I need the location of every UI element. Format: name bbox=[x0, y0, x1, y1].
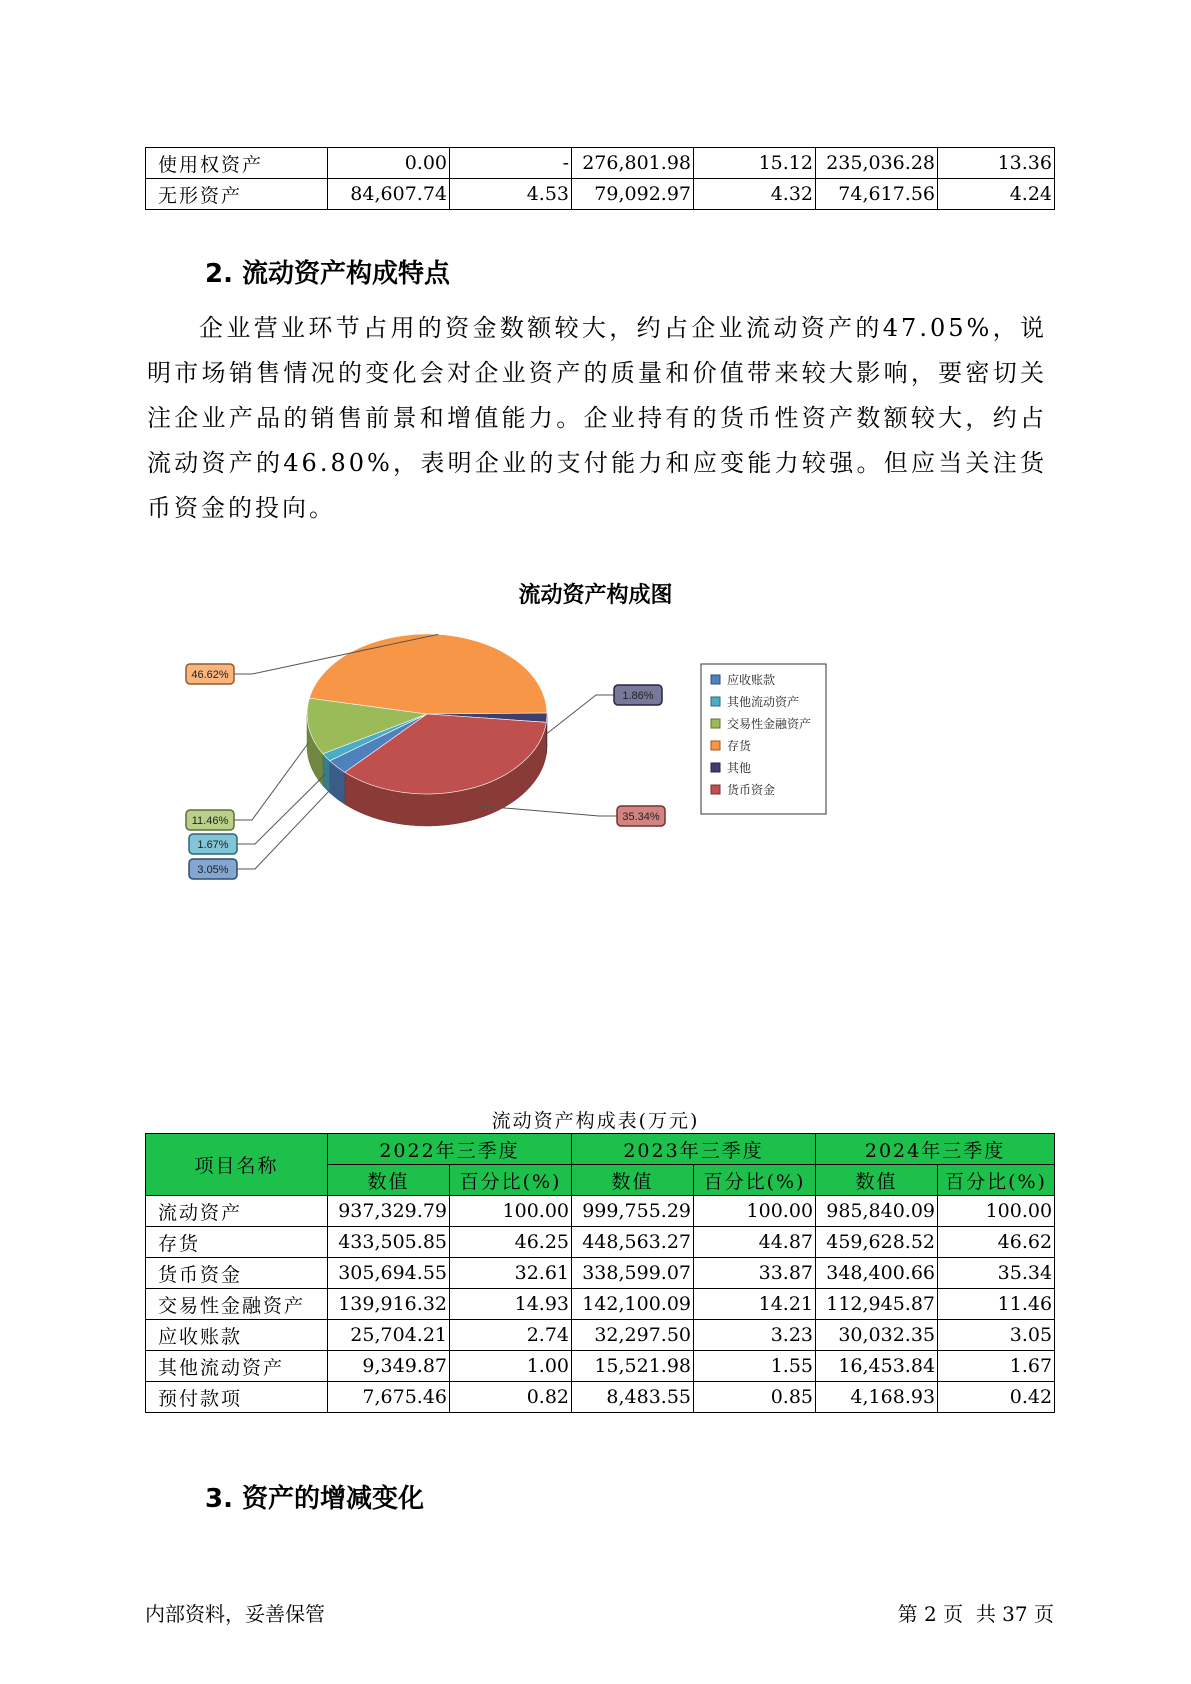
table-row bbox=[146, 1351, 1055, 1382]
legend-swatch bbox=[711, 675, 720, 684]
value-cell: 4,168.93 bbox=[816, 1382, 938, 1413]
pie-chart bbox=[0, 620, 1191, 920]
value-cell: 139,916.32 bbox=[328, 1289, 450, 1320]
percent-cell: 2.74 bbox=[450, 1320, 572, 1351]
legend-label: 应收账款 bbox=[727, 673, 776, 687]
percent-cell: 44.87 bbox=[694, 1227, 816, 1258]
callout-line bbox=[237, 783, 337, 869]
data-label: 1.86% bbox=[622, 690, 654, 702]
header-percent: 百分比(%) bbox=[450, 1165, 572, 1196]
table-row bbox=[146, 1227, 1055, 1258]
legend-label: 其他 bbox=[727, 761, 752, 775]
value-cell: 999,755.29 bbox=[572, 1196, 694, 1227]
top-table bbox=[145, 147, 1055, 210]
table-row bbox=[146, 1258, 1055, 1289]
legend-label: 存货 bbox=[727, 739, 752, 753]
legend-swatch bbox=[711, 741, 720, 750]
percent-cell: 15.12 bbox=[694, 148, 816, 179]
value-cell: 348,400.66 bbox=[816, 1258, 938, 1289]
value-cell: 74,617.56 bbox=[816, 179, 938, 210]
percent-cell: 100.00 bbox=[450, 1196, 572, 1227]
value-cell: 235,036.28 bbox=[816, 148, 938, 179]
row-label: 流动资产 bbox=[146, 1196, 328, 1227]
legend-swatch bbox=[711, 697, 720, 706]
data-label: 46.62% bbox=[191, 669, 229, 681]
value-cell: 338,599.07 bbox=[572, 1258, 694, 1289]
percent-cell: 11.46 bbox=[938, 1289, 1055, 1320]
callout-line bbox=[234, 743, 309, 820]
value-cell: 32,297.50 bbox=[572, 1320, 694, 1351]
percent-cell: - bbox=[450, 148, 572, 179]
percent-cell: 100.00 bbox=[694, 1196, 816, 1227]
header-period-2024: 2024年三季度 bbox=[816, 1134, 1055, 1165]
header-percent: 百分比(%) bbox=[694, 1165, 816, 1196]
chart-title: 流动资产构成图 bbox=[518, 583, 673, 608]
row-label: 无形资产 bbox=[146, 179, 328, 210]
row-label: 使用权资产 bbox=[146, 148, 328, 179]
header-value: 数值 bbox=[816, 1165, 938, 1196]
value-cell: 0.00 bbox=[328, 148, 450, 179]
percent-cell: 14.93 bbox=[450, 1289, 572, 1320]
value-cell: 305,694.55 bbox=[328, 1258, 450, 1289]
percent-cell: 33.87 bbox=[694, 1258, 816, 1289]
percent-cell: 4.53 bbox=[450, 179, 572, 210]
row-label: 交易性金融资产 bbox=[146, 1289, 328, 1320]
header-value: 数值 bbox=[328, 1165, 450, 1196]
value-cell: 16,453.84 bbox=[816, 1351, 938, 1382]
percent-cell: 46.62 bbox=[938, 1227, 1055, 1258]
percent-cell: 1.00 bbox=[450, 1351, 572, 1382]
percent-cell: 35.34 bbox=[938, 1258, 1055, 1289]
percent-cell: 3.05 bbox=[938, 1320, 1055, 1351]
percent-cell: 32.61 bbox=[450, 1258, 572, 1289]
current-assets-table bbox=[145, 1133, 1055, 1413]
value-cell: 7,675.46 bbox=[328, 1382, 450, 1413]
section-heading-2: 2. 流动资产构成特点 bbox=[205, 259, 451, 289]
legend-label: 其他流动资产 bbox=[727, 695, 800, 709]
percent-cell: 4.32 bbox=[694, 179, 816, 210]
paragraph-text: 企业营业环节占用的资金数额较大，约占企业流动资产的47.05%，说明市场销售情况的变化会对企业资产的质量和价值带来较大影响，要密切关注企业产品的销售前景和增值能力。企业持有的货币性资产数额较大，约占流动资产的46.80%，表明企业的支付能力和应变能力较强。但应当关注货币资金的投向。 bbox=[147, 314, 1047, 522]
row-label: 货币资金 bbox=[146, 1258, 328, 1289]
percent-cell: 0.82 bbox=[450, 1382, 572, 1413]
value-cell: 937,329.79 bbox=[328, 1196, 450, 1227]
percent-cell: 100.00 bbox=[938, 1196, 1055, 1227]
percent-cell: 1.67 bbox=[938, 1351, 1055, 1382]
header-item-name: 项目名称 bbox=[146, 1134, 328, 1196]
value-cell: 433,505.85 bbox=[328, 1227, 450, 1258]
percent-cell: 3.23 bbox=[694, 1320, 816, 1351]
data-label: 11.46% bbox=[191, 815, 229, 827]
value-cell: 9,349.87 bbox=[328, 1351, 450, 1382]
footer-page-number: 第 2 页 共 37 页 bbox=[897, 1602, 1054, 1626]
value-cell: 459,628.52 bbox=[816, 1227, 938, 1258]
table-row bbox=[146, 1196, 1055, 1227]
data-label: 3.05% bbox=[197, 864, 229, 876]
row-label: 应收账款 bbox=[146, 1320, 328, 1351]
percent-cell: 13.36 bbox=[938, 148, 1055, 179]
value-cell: 448,563.27 bbox=[572, 1227, 694, 1258]
legend-swatch bbox=[711, 785, 720, 794]
table-caption: 流动资产构成表(万元) bbox=[491, 1110, 700, 1132]
header-percent: 百分比(%) bbox=[938, 1165, 1055, 1196]
percent-cell: 46.25 bbox=[450, 1227, 572, 1258]
value-cell: 15,521.98 bbox=[572, 1351, 694, 1382]
section-heading-3: 3. 资产的增减变化 bbox=[205, 1484, 425, 1514]
row-label: 其他流动资产 bbox=[146, 1351, 328, 1382]
header-period-2022: 2022年三季度 bbox=[328, 1134, 572, 1165]
table-row bbox=[146, 179, 1055, 210]
value-cell: 84,607.74 bbox=[328, 179, 450, 210]
callout-line bbox=[547, 695, 614, 734]
row-label: 存货 bbox=[146, 1227, 328, 1258]
value-cell: 30,032.35 bbox=[816, 1320, 938, 1351]
table-row bbox=[146, 1382, 1055, 1413]
legend-label: 交易性金融资产 bbox=[727, 717, 812, 731]
value-cell: 276,801.98 bbox=[572, 148, 694, 179]
body-paragraph bbox=[147, 306, 1047, 531]
percent-cell: 0.85 bbox=[694, 1382, 816, 1413]
legend-swatch bbox=[711, 719, 720, 728]
value-cell: 142,100.09 bbox=[572, 1289, 694, 1320]
percent-cell: 1.55 bbox=[694, 1351, 816, 1382]
pie-slice-存货 bbox=[309, 634, 547, 714]
footer-left: 内部资料，妥善保管 bbox=[145, 1602, 325, 1626]
value-cell: 112,945.87 bbox=[816, 1289, 938, 1320]
legend-swatch bbox=[711, 763, 720, 772]
legend-label: 货币资金 bbox=[727, 783, 776, 797]
row-label: 预付款项 bbox=[146, 1382, 328, 1413]
value-cell: 79,092.97 bbox=[572, 179, 694, 210]
table-row bbox=[146, 1289, 1055, 1320]
value-cell: 25,704.21 bbox=[328, 1320, 450, 1351]
table-row bbox=[146, 1320, 1055, 1351]
data-label: 35.34% bbox=[622, 811, 660, 823]
value-cell: 985,840.09 bbox=[816, 1196, 938, 1227]
percent-cell: 4.24 bbox=[938, 179, 1055, 210]
data-label: 1.67% bbox=[197, 839, 229, 851]
header-period-2023: 2023年三季度 bbox=[572, 1134, 816, 1165]
percent-cell: 14.21 bbox=[694, 1289, 816, 1320]
header-value: 数值 bbox=[572, 1165, 694, 1196]
value-cell: 8,483.55 bbox=[572, 1382, 694, 1413]
table-row bbox=[146, 148, 1055, 179]
percent-cell: 0.42 bbox=[938, 1382, 1055, 1413]
